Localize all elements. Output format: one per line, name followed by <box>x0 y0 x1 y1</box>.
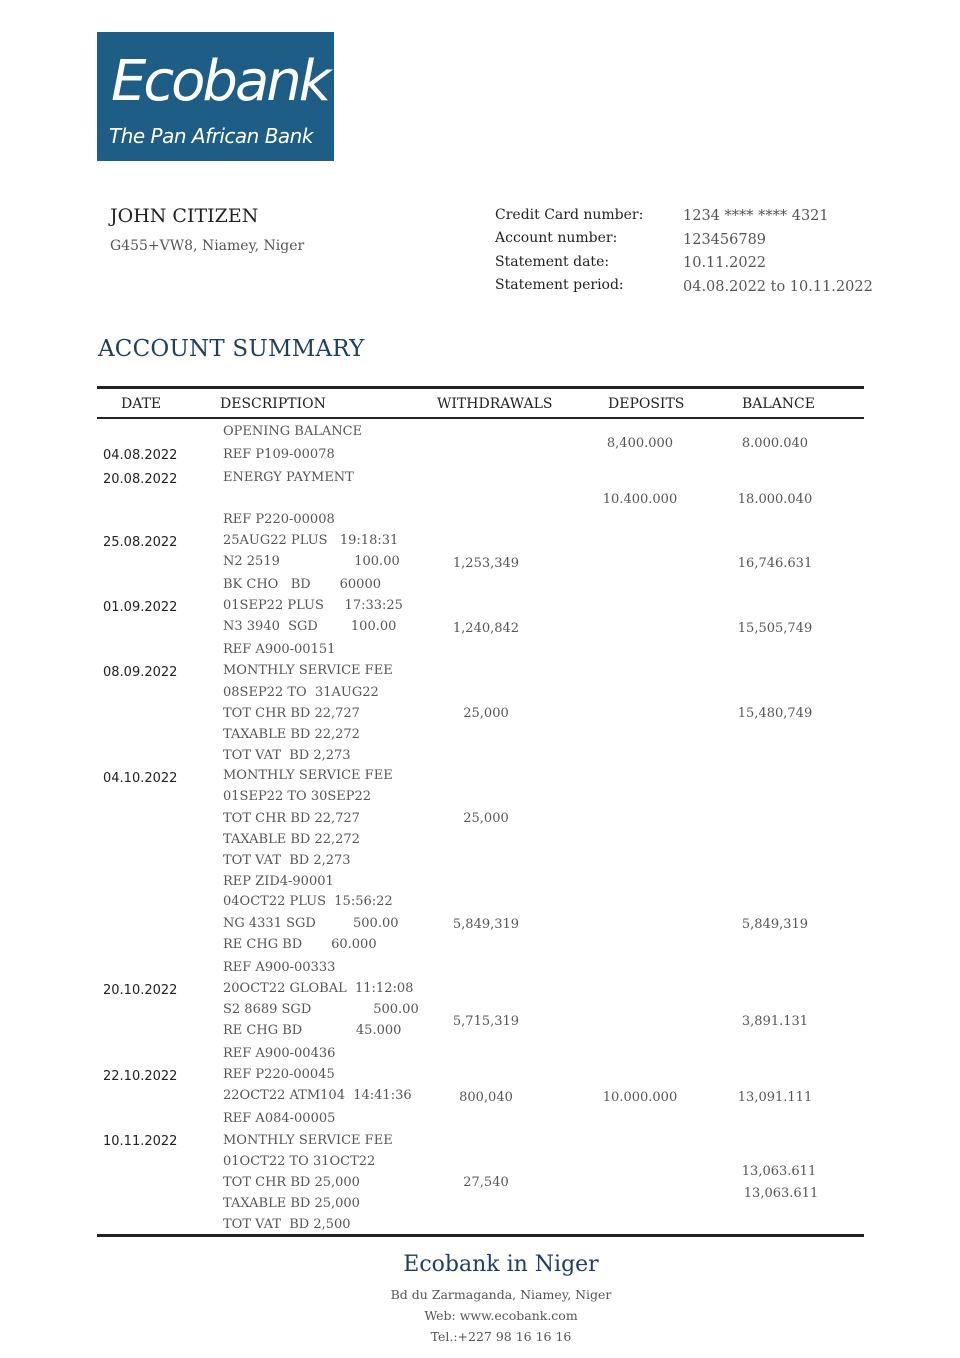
header-withdrawals: WITHDRAWALS <box>437 396 553 412</box>
description-line: REF P220-00008 <box>223 512 335 527</box>
meta-value-account: 123456789 <box>683 232 767 248</box>
balance-amount: 13,063.611 <box>743 1186 819 1201</box>
balance-amount: 15,505,749 <box>737 621 813 636</box>
description-line: REF P220-00045 <box>223 1067 335 1082</box>
customer-address: G455+VW8, Niamey, Niger <box>110 238 305 254</box>
description-line: OPENING BALANCE <box>223 424 363 439</box>
withdrawal-amount: 25,000 <box>463 706 509 721</box>
row-date: 04.08.2022 <box>103 448 178 463</box>
row-date: 08.09.2022 <box>103 665 178 680</box>
header-date: DATE <box>121 396 162 412</box>
description-line: 20OCT22 GLOBAL 11:12:08 <box>223 981 414 996</box>
withdrawal-amount: 27,540 <box>463 1175 509 1190</box>
balance-amount: 13,091.111 <box>737 1090 813 1105</box>
description-line: 08SEP22 TO 31AUG22 <box>223 685 379 700</box>
balance-amount: 13,063.611 <box>741 1164 817 1179</box>
description-line: TOT CHR BD 22,727 <box>223 706 360 721</box>
balance-amount: 15,480,749 <box>737 706 813 721</box>
description-line: MONTHLY SERVICE FEE <box>223 663 393 678</box>
balance-amount: 16,746.631 <box>737 556 813 571</box>
description-line: TOT VAT BD 2,273 <box>223 748 351 763</box>
withdrawal-amount: 25,000 <box>463 811 509 826</box>
footer-web: Web: www.ecobank.com <box>424 1308 578 1323</box>
logo-tagline: The Pan African Bank <box>109 124 313 148</box>
withdrawal-amount: 800,040 <box>459 1090 513 1105</box>
row-date: 20.08.2022 <box>103 472 178 487</box>
balance-amount: 5,849,319 <box>741 917 809 932</box>
withdrawal-amount: 1,240,842 <box>452 621 520 636</box>
row-date: 04.10.2022 <box>103 771 178 786</box>
table-top-rule <box>97 386 864 389</box>
header-balance: BALANCE <box>742 396 815 412</box>
description-line: RE CHG BD 45.000 <box>223 1023 402 1038</box>
description-line: TOT VAT BD 2,500 <box>223 1217 351 1232</box>
description-line: 25AUG22 PLUS 19:18:31 <box>223 533 399 548</box>
description-line: 22OCT22 ATM104 14:41:36 <box>223 1088 412 1103</box>
meta-label-period: Statement period: <box>495 277 624 293</box>
description-line: MONTHLY SERVICE FEE <box>223 768 393 783</box>
balance-amount: 18.000.040 <box>737 492 813 507</box>
balance-amount: 8.000.040 <box>741 436 809 451</box>
description-line: ENERGY PAYMENT <box>223 470 354 485</box>
footer-title: Ecobank in Niger <box>403 1252 599 1277</box>
description-line: TAXABLE BD 25,000 <box>223 1196 360 1211</box>
withdrawal-amount: 1,253,349 <box>452 556 520 571</box>
logo-brand: Ecobank <box>111 49 329 114</box>
description-line: 01OCT22 TO 31OCT22 <box>223 1154 376 1169</box>
row-date: 22.10.2022 <box>103 1069 178 1084</box>
deposit-amount: 10.400.000 <box>602 492 678 507</box>
row-date: 01.09.2022 <box>103 600 178 615</box>
description-line: REF A900-00151 <box>223 642 336 657</box>
description-line: TAXABLE BD 22,272 <box>223 832 360 847</box>
description-line: TOT CHR BD 25,000 <box>223 1175 360 1190</box>
header-description: DESCRIPTION <box>220 396 326 412</box>
row-date: 25.08.2022 <box>103 535 178 550</box>
description-line: N3 3940 SGD 100.00 <box>223 619 397 634</box>
withdrawal-amount: 5,849,319 <box>452 917 520 932</box>
description-line: REF A084-00005 <box>223 1111 336 1126</box>
meta-label-account: Account number: <box>495 230 618 246</box>
ecobank-logo <box>97 32 334 161</box>
description-line: TOT VAT BD 2,273 <box>223 853 351 868</box>
description-line: TAXABLE BD 22,272 <box>223 727 360 742</box>
meta-label-statement-date: Statement date: <box>495 254 610 270</box>
header-deposits: DEPOSITS <box>608 396 685 412</box>
withdrawal-amount: 5,715,319 <box>452 1014 520 1029</box>
description-line: N2 2519 100.00 <box>223 554 400 569</box>
description-line: 04OCT22 PLUS 15:56:22 <box>223 894 393 909</box>
meta-value-statement-date: 10.11.2022 <box>683 255 767 271</box>
meta-label-card: Credit Card number: <box>495 207 644 223</box>
description-line: 01SEP22 PLUS 17:33:25 <box>223 598 403 613</box>
description-line: REF A900-00436 <box>223 1046 336 1061</box>
description-line: RE CHG BD 60.000 <box>223 937 377 952</box>
description-line: REF P109-00078 <box>223 447 335 462</box>
meta-value-period: 04.08.2022 to 10.11.2022 <box>683 279 873 295</box>
description-line: S2 8689 SGD 500.00 <box>223 1002 419 1017</box>
account-summary-title: ACCOUNT SUMMARY <box>98 336 365 362</box>
footer-tel: Tel.:+227 98 16 16 16 <box>430 1329 572 1344</box>
description-line: TOT CHR BD 22,727 <box>223 811 360 826</box>
description-line: REP ZID4-90001 <box>223 874 334 889</box>
table-bottom-rule <box>97 1234 864 1237</box>
deposit-amount: 8,400.000 <box>606 436 674 451</box>
table-header-rule <box>97 417 864 419</box>
row-date: 10.11.2022 <box>103 1134 178 1149</box>
balance-amount: 3,891.131 <box>741 1014 809 1029</box>
customer-name: JOHN CITIZEN <box>110 205 259 227</box>
description-line: 01SEP22 TO 30SEP22 <box>223 789 372 804</box>
footer-address: Bd du Zarmaganda, Niamey, Niger <box>390 1287 612 1302</box>
description-line: BK CHO BD 60000 <box>223 577 381 592</box>
description-line: REF A900-00333 <box>223 960 336 975</box>
row-date: 20.10.2022 <box>103 983 178 998</box>
deposit-amount: 10.000.000 <box>602 1090 678 1105</box>
description-line: NG 4331 SGD 500.00 <box>223 916 399 931</box>
meta-value-card: 1234 **** **** 4321 <box>683 208 829 224</box>
description-line: MONTHLY SERVICE FEE <box>223 1133 393 1148</box>
